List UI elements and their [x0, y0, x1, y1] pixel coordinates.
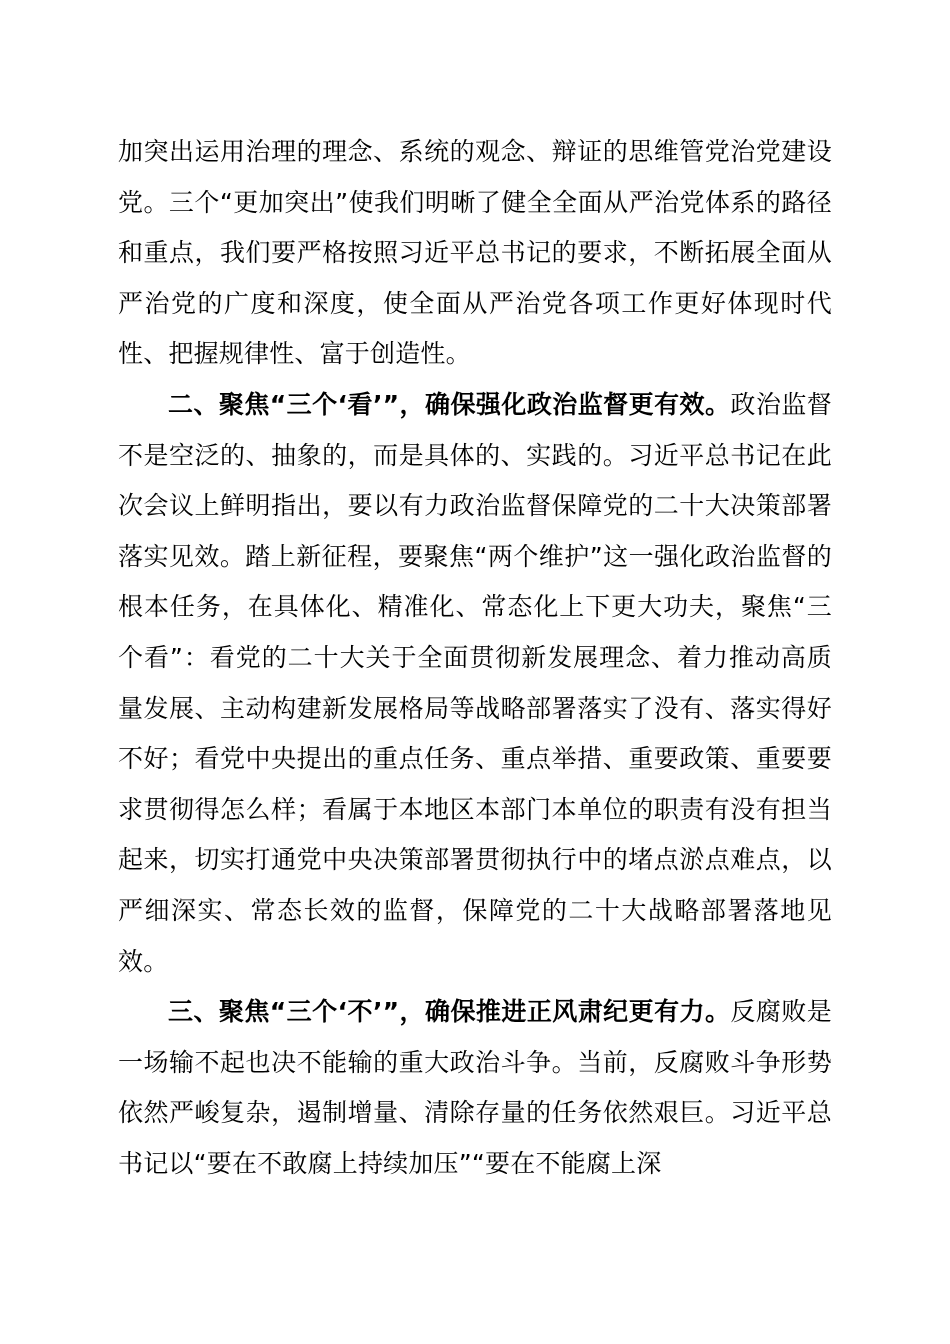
section-2-heading: 二、聚焦“三个‘看’”，确保强化政治监督更有效。 [168, 389, 731, 419]
document-page [118, 127, 832, 1189]
paragraph-3-body: 反腐败是一场输不起也决不能输的重大政治斗争。当前，反腐败斗争形势依然严峻复杂，遏制增量、清除存量的任务依然艰巨。习近平总书记以“要在不敢腐上持续加压”“要在不能腐上深 [118, 997, 832, 1178]
paragraph-2 [118, 380, 832, 987]
paragraph-3 [118, 987, 832, 1189]
section-3-heading: 三、聚焦“三个‘不’”，确保推进正风肃纪更有力。 [168, 997, 731, 1027]
paragraph-1-body: 加突出运用治理的理念、系统的观念、辩证的思维管党治党建设党。三个“更加突出”使我们明晰了健全全面从严治党体系的路径和重点，我们要严格按照习近平总书记的要求，不断拓展全面从严治党的广度和深度，使全面从严治党各项工作更好体现时代性、把握规律性、富于创造性。 [118, 137, 832, 369]
paragraph-2-body: 政治监督不是空泛的、抽象的，而是具体的、实践的。习近平总书记在此次会议上鲜明指出，要以有力政治监督保障党的二十大决策部署落实见效。踏上新征程，要聚焦“两个维护”这一强化政治监督的根本任务，在具体化、精准化、常态化上下更大功夫，聚焦“三个看”：看党的二十大关于全面贯彻新发展理念、着力推动高质量发展、主动构建新发展格局等战略部署落实了没有、落实得好不好；看党中央提出的重点任务、重点举措、重要政策、重要要求贯彻得怎么样；看属于本地区本部门本单位的职责有没有担当起来，切实打通党中央决策部署贯彻执行中的堵点淤点难点，以严细深实、常态长效的监督，保障党的二十大战略部署落地见效。 [118, 389, 832, 976]
paragraph-1 [118, 127, 832, 380]
